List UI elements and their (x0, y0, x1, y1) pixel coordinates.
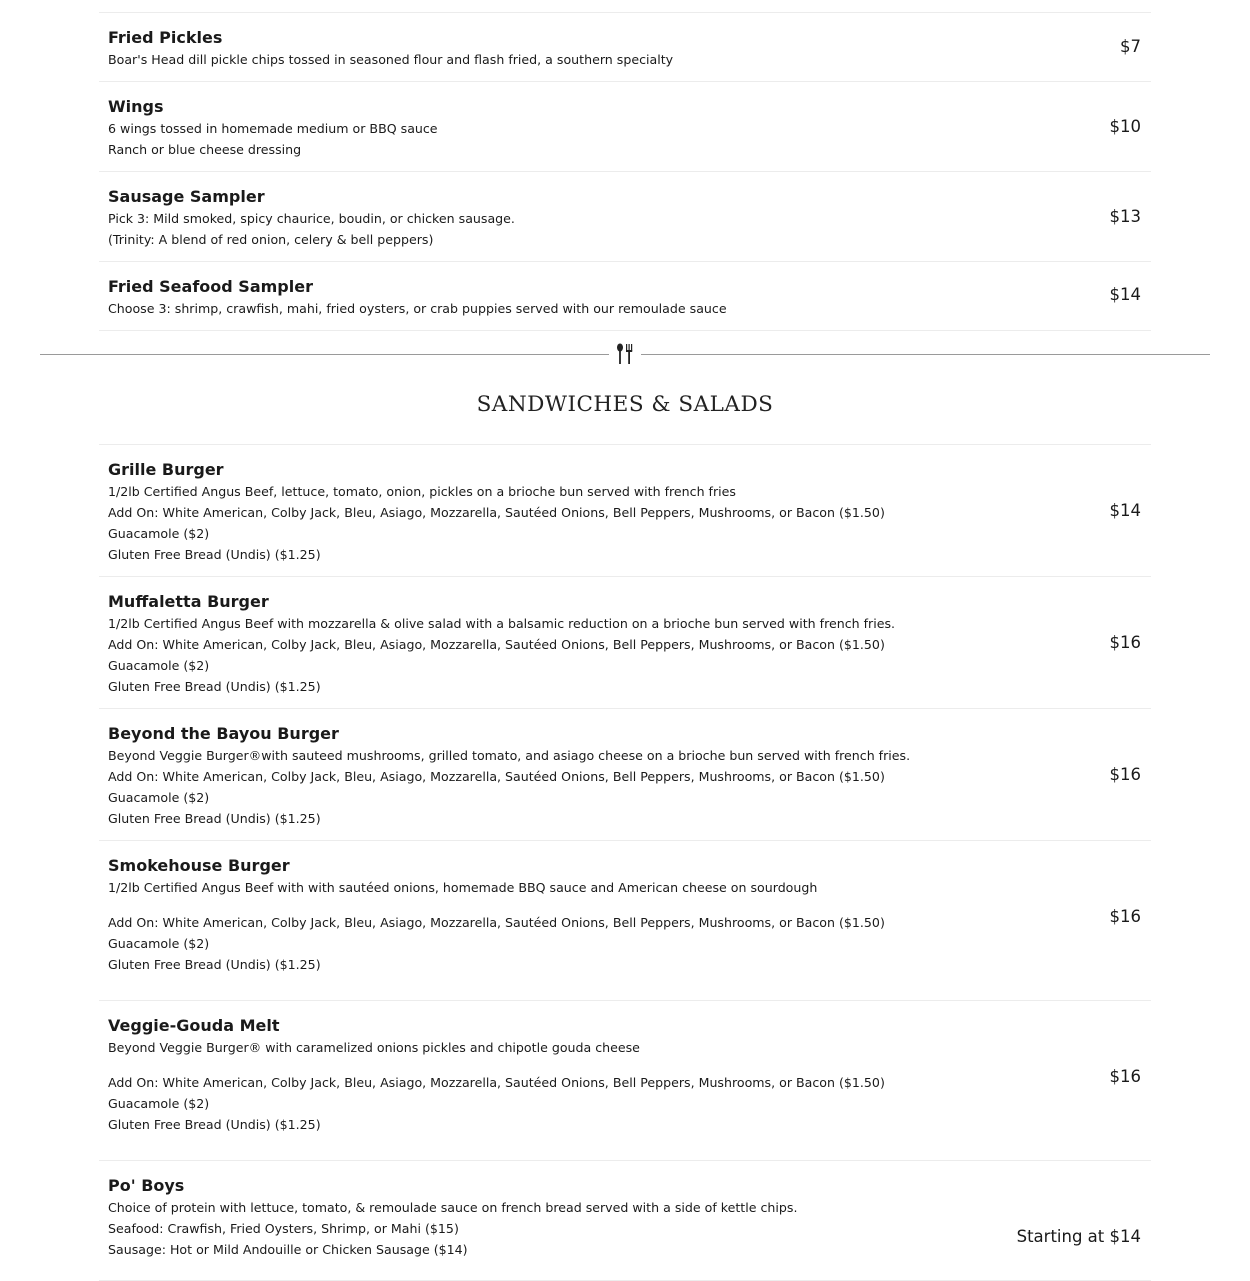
item-price: $10 (1109, 117, 1141, 136)
item-price: $16 (1109, 907, 1141, 926)
menu-item (99, 1000, 1151, 1160)
item-description-line: Pick 3: Mild smoked, spicy chaurice, boudin, or chicken sausage. (108, 211, 515, 226)
item-name: Sausage Sampler (108, 187, 265, 206)
item-name: Po' Boys (108, 1176, 185, 1195)
item-name: Beyond the Bayou Burger (108, 724, 339, 743)
menu-item (99, 840, 1151, 1000)
item-description-line: Guacamole ($2) (108, 658, 210, 673)
item-name: Grille Burger (108, 460, 224, 479)
item-description-line: Gluten Free Bread (Undis) ($1.25) (108, 547, 321, 562)
menu-item (99, 12, 1151, 81)
menu-item (99, 171, 1151, 261)
appetizers-section (99, 12, 1151, 331)
item-description-line: 6 wings tossed in homemade medium or BBQ sauce (108, 121, 438, 136)
item-description-line: Beyond Veggie Burger® with caramelized onions pickles and chipotle gouda cheese (108, 1040, 640, 1055)
item-description-line: Add On: White American, Colby Jack, Bleu, Asiago, Mozzarella, Sautéed Onions, Bell Peppers, Mushrooms, or Bacon ($1.50) (108, 637, 885, 652)
item-description-line: 1/2lb Certified Angus Beef with with sautéed onions, homemade BBQ sauce and American cheese on sourdough (108, 880, 818, 895)
item-description-line: Ranch or blue cheese dressing (108, 142, 302, 157)
item-description-line: Seafood: Crawfish, Fried Oysters, Shrimp, or Mahi ($15) (108, 1221, 459, 1236)
section-title: SANDWICHES & SALADS (476, 392, 774, 417)
item-description-line: 1/2lb Certified Angus Beef with mozzarella & olive salad with a balsamic reduction on a brioche bun served with french fries. (108, 616, 896, 631)
appetizer-list (99, 12, 1151, 331)
item-price: $16 (1109, 633, 1141, 652)
list-end-rule (99, 330, 1151, 331)
item-description-line: 1/2lb Certified Angus Beef, lettuce, tomato, onion, pickles on a brioche bun served with french fries (108, 484, 736, 499)
item-description-line: (Trinity: A blend of red onion, celery & bell peppers) (108, 232, 434, 247)
item-description-line: Gluten Free Bread (Undis) ($1.25) (108, 1117, 321, 1132)
item-name: Fried Seafood Sampler (108, 277, 313, 296)
item-description-line: Add On: White American, Colby Jack, Bleu, Asiago, Mozzarella, Sautéed Onions, Bell Peppers, Mushrooms, or Bacon ($1.50) (108, 505, 885, 520)
sandwich-list (99, 444, 1151, 1281)
item-description-line: Guacamole ($2) (108, 526, 210, 541)
item-name: Muffaletta Burger (108, 592, 269, 611)
item-description-line: Sausage: Hot or Mild Andouille or Chicken Sausage ($14) (108, 1242, 468, 1257)
item-description-line: Beyond Veggie Burger®with sauteed mushrooms, grilled tomato, and asiago cheese on a brioche bun served with french fries. (108, 748, 911, 763)
sandwiches-section (99, 444, 1151, 1281)
item-description-line: Gluten Free Bread (Undis) ($1.25) (108, 679, 321, 694)
item-description-line: Add On: White American, Colby Jack, Bleu, Asiago, Mozzarella, Sautéed Onions, Bell Peppers, Mushrooms, or Bacon ($1.50) (108, 769, 885, 784)
item-name: Veggie-Gouda Melt (108, 1016, 280, 1035)
item-name: Smokehouse Burger (108, 856, 290, 875)
item-description-line: Choice of protein with lettuce, tomato, & remoulade sauce on french bread served with a side of kettle chips. (108, 1200, 798, 1215)
menu-item (99, 576, 1151, 708)
item-description-line: Choose 3: shrimp, crawfish, mahi, fried oysters, or crab puppies served with our remoulade sauce (108, 301, 727, 316)
menu-item (99, 708, 1151, 840)
item-description-line: Guacamole ($2) (108, 790, 210, 805)
item-description-line: Guacamole ($2) (108, 1096, 210, 1111)
item-description-line: Gluten Free Bread (Undis) ($1.25) (108, 957, 321, 972)
menu-item (99, 81, 1151, 171)
item-price: $14 (1109, 501, 1141, 520)
item-price: $16 (1109, 765, 1141, 784)
fork-and-spoon-icon (609, 341, 641, 367)
item-name: Fried Pickles (108, 28, 223, 47)
item-price: $7 (1120, 37, 1141, 56)
item-description-line: Add On: White American, Colby Jack, Bleu, Asiago, Mozzarella, Sautéed Onions, Bell Peppers, Mushrooms, or Bacon ($1.50) (108, 915, 885, 930)
item-description-line: Add On: White American, Colby Jack, Bleu, Asiago, Mozzarella, Sautéed Onions, Bell Peppers, Mushrooms, or Bacon ($1.50) (108, 1075, 885, 1090)
item-price: $13 (1109, 207, 1141, 226)
item-price: Starting at $14 (1016, 1227, 1141, 1246)
item-description-line: Gluten Free Bread (Undis) ($1.25) (108, 811, 321, 826)
item-description-line: Guacamole ($2) (108, 936, 210, 951)
description-gap (108, 898, 1141, 912)
item-name: Wings (108, 97, 164, 116)
description-gap (108, 1058, 1141, 1072)
item-price: $16 (1109, 1067, 1141, 1086)
menu-item (99, 1160, 1151, 1280)
menu-item (99, 261, 1151, 330)
item-price: $14 (1109, 285, 1141, 304)
menu-item (99, 444, 1151, 576)
item-description-line: Boar's Head dill pickle chips tossed in seasoned flour and flash fried, a southern specialty (108, 52, 674, 67)
